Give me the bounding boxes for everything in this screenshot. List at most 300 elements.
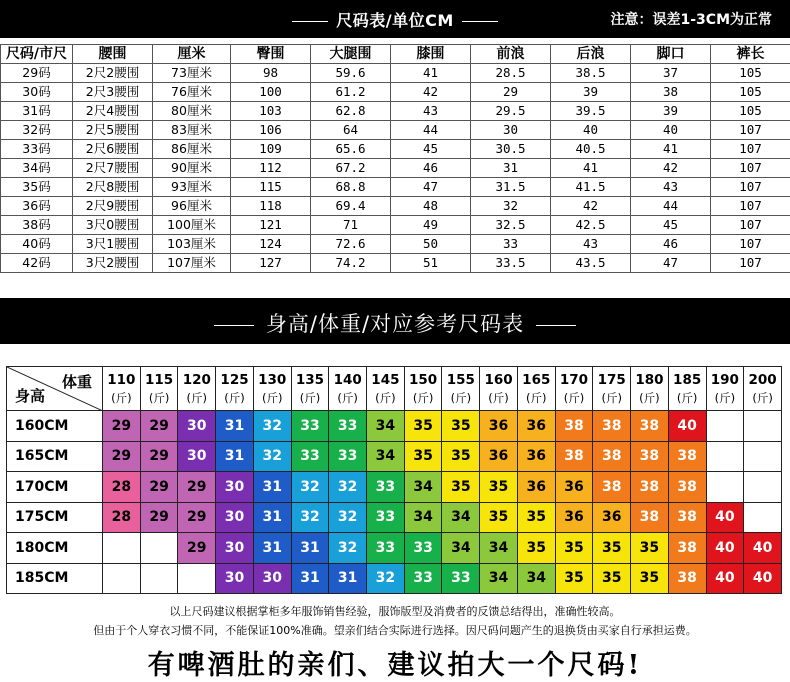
- weight-header: [404, 367, 442, 411]
- weight-header: [668, 367, 706, 411]
- size-cell: 29: [140, 502, 178, 533]
- size-cell: 38: [668, 441, 706, 472]
- weight-height-body: [7, 411, 782, 594]
- cell-hip: 124: [231, 235, 311, 254]
- size-table: [0, 44, 790, 273]
- weight-header: [442, 367, 480, 411]
- cell-length: 107: [711, 235, 790, 254]
- weight-header: [555, 367, 593, 411]
- cell-back-rise: 38.5: [551, 64, 631, 83]
- slogan: 有啤酒肚的亲们、建议拍大一个尺码!: [147, 650, 643, 681]
- tolerance-note: 注意：误差1-3CM为正常: [610, 12, 772, 28]
- weight-unit: (斤): [375, 390, 396, 405]
- cell-knee: 47: [391, 178, 471, 197]
- weight-unit: (斤): [526, 390, 547, 405]
- size-cell: 33: [442, 563, 480, 594]
- weight-value: 165: [522, 371, 551, 388]
- empty-cell: [744, 411, 782, 442]
- decor-line-left: [214, 325, 254, 326]
- cell-cm: 96厘米: [153, 197, 231, 216]
- cell-thigh: 74.2: [311, 254, 391, 273]
- corner-height-label: 身高: [15, 387, 46, 405]
- cell-waist: 2尺6腰围: [73, 140, 153, 159]
- weight-header: [517, 367, 555, 411]
- size-cell: 40: [744, 563, 782, 594]
- weight-header: [178, 367, 216, 411]
- weight-value: 170: [559, 371, 589, 388]
- cell-front-rise: 30.5: [471, 140, 551, 159]
- cell-front-rise: 32.5: [471, 216, 551, 235]
- empty-cell: [140, 533, 178, 564]
- cell-front-rise: 33.5: [471, 254, 551, 273]
- size-cell: 29: [103, 411, 141, 442]
- weight-header: [140, 367, 178, 411]
- size-cell: 34: [404, 472, 442, 503]
- empty-cell: [103, 533, 141, 564]
- size-cell: 28: [103, 472, 141, 503]
- cell-front-rise: 31.5: [471, 178, 551, 197]
- size-cell: 38: [668, 502, 706, 533]
- cell-waist: 3尺2腰围: [73, 254, 153, 273]
- cell-thigh: 64: [311, 121, 391, 140]
- weight-unit: (斤): [148, 390, 170, 405]
- cell-leg-opening: 44: [631, 197, 711, 216]
- size-table-header-row: [1, 45, 790, 64]
- header-cm: 厘米: [153, 45, 231, 64]
- size-cell: 36: [517, 472, 555, 503]
- height-label: 160CM: [7, 411, 103, 442]
- grid-corner: [7, 367, 103, 411]
- cell-size: 35码: [1, 178, 73, 197]
- size-cell: 34: [367, 411, 405, 442]
- cell-back-rise: 42: [551, 197, 631, 216]
- size-cell: 30: [253, 563, 291, 594]
- cell-back-rise: 42.5: [551, 216, 631, 235]
- empty-cell: [706, 411, 744, 442]
- size-table-row: [1, 121, 790, 140]
- cell-length: 107: [711, 178, 790, 197]
- cell-knee: 51: [391, 254, 471, 273]
- size-cell: 33: [329, 441, 367, 472]
- weight-header: [367, 367, 405, 411]
- size-cell: 38: [668, 533, 706, 564]
- cell-back-rise: 41.5: [551, 178, 631, 197]
- size-table-body: [1, 64, 790, 273]
- cell-leg-opening: 42: [631, 159, 711, 178]
- cell-size: 29码: [1, 64, 73, 83]
- cell-waist: 2尺8腰围: [73, 178, 153, 197]
- weight-value: 185: [673, 371, 702, 388]
- cell-waist: 2尺5腰围: [73, 121, 153, 140]
- size-cell: 38: [631, 502, 669, 533]
- header-waist: 腰围: [73, 45, 153, 64]
- weight-header: [480, 367, 518, 411]
- size-cell: 32: [253, 441, 291, 472]
- weight-unit: (斤): [563, 390, 585, 405]
- weight-value: 190: [710, 371, 739, 388]
- cell-front-rise: 32: [471, 197, 551, 216]
- cell-size: 30码: [1, 83, 73, 102]
- cell-hip: 121: [231, 216, 311, 235]
- size-cell: 32: [291, 502, 329, 533]
- reference-chart-banner: [0, 298, 790, 344]
- cell-hip: 115: [231, 178, 311, 197]
- cell-waist: 3尺0腰围: [73, 216, 153, 235]
- weight-header: [253, 367, 291, 411]
- size-cell: 31: [291, 563, 329, 594]
- size-cell: 40: [706, 533, 744, 564]
- footer-note-2: 但由于个人穿衣习惯不同，不能保证100%准确。望亲们结合实际进行选择。因尺码问题产生的退换货由买家自行承担运费。: [93, 624, 697, 637]
- cell-knee: 41: [391, 64, 471, 83]
- cell-cm: 86厘米: [153, 140, 231, 159]
- size-cell: 34: [480, 563, 518, 594]
- weight-header: [631, 367, 669, 411]
- size-cell: 35: [631, 533, 669, 564]
- weight-value: 175: [597, 371, 626, 388]
- size-cell: 30: [216, 533, 254, 564]
- cell-hip: 103: [231, 102, 311, 121]
- weight-value: 110: [107, 371, 136, 388]
- size-cell: 35: [404, 441, 442, 472]
- cell-leg-opening: 40: [631, 121, 711, 140]
- cell-size: 36码: [1, 197, 73, 216]
- cell-thigh: 71: [311, 216, 391, 235]
- size-cell: 38: [668, 563, 706, 594]
- height-row: [7, 533, 782, 564]
- size-cell: 33: [367, 472, 405, 503]
- cell-cm: 80厘米: [153, 102, 231, 121]
- weight-unit: (斤): [337, 390, 358, 405]
- cell-size: 38码: [1, 216, 73, 235]
- weight-value: 200: [748, 371, 777, 388]
- header-length: 裤长: [711, 45, 790, 64]
- cell-cm: 93厘米: [153, 178, 231, 197]
- size-cell: 40: [706, 563, 744, 594]
- cell-waist: 2尺4腰围: [73, 102, 153, 121]
- cell-cm: 73厘米: [153, 64, 231, 83]
- weight-unit: (斤): [450, 390, 472, 405]
- decor-line-right: [536, 325, 576, 326]
- size-cell: 38: [555, 411, 593, 442]
- cell-leg-opening: 37: [631, 64, 711, 83]
- weight-unit: (斤): [601, 390, 622, 405]
- size-cell: 33: [367, 502, 405, 533]
- size-cell: 35: [555, 563, 593, 594]
- cell-size: 32码: [1, 121, 73, 140]
- height-row: [7, 441, 782, 472]
- cell-leg-opening: 39: [631, 102, 711, 121]
- size-table-row: [1, 64, 790, 83]
- cell-knee: 48: [391, 197, 471, 216]
- size-cell: 35: [442, 441, 480, 472]
- cell-cm: 90厘米: [153, 159, 231, 178]
- size-table-row: [1, 197, 790, 216]
- weight-value: 150: [409, 371, 438, 388]
- weight-height-grid: [6, 366, 782, 594]
- size-cell: 31: [216, 441, 254, 472]
- reference-chart-title: 身高/体重/对应参考尺码表: [265, 312, 525, 336]
- cell-size: 33码: [1, 140, 73, 159]
- weight-unit: (斤): [639, 390, 660, 405]
- reference-title-wrap: [0, 308, 790, 338]
- size-cell: 33: [367, 533, 405, 564]
- size-cell: 29: [140, 441, 178, 472]
- size-cell: 32: [329, 472, 367, 503]
- height-label: 175CM: [7, 502, 103, 533]
- cell-thigh: 62.8: [311, 102, 391, 121]
- empty-cell: [178, 563, 216, 594]
- weight-header: [593, 367, 631, 411]
- weight-header: [706, 367, 744, 411]
- size-cell: 33: [329, 411, 367, 442]
- size-cell: 35: [517, 533, 555, 564]
- size-cell: 30: [216, 563, 254, 594]
- cell-knee: 43: [391, 102, 471, 121]
- size-table-row: [1, 235, 790, 254]
- cell-knee: 45: [391, 140, 471, 159]
- height-row: [7, 411, 782, 442]
- cell-waist: 2尺7腰围: [73, 159, 153, 178]
- size-cell: 40: [668, 411, 706, 442]
- footer-note-1: 以上尺码建议根据掌柜多年服饰销售经验，服饰版型及消费者的反馈总结得出，准确性较高。: [169, 605, 621, 618]
- cell-length: 107: [711, 140, 790, 159]
- cell-knee: 44: [391, 121, 471, 140]
- cell-front-rise: 29.5: [471, 102, 551, 121]
- size-cell: 38: [555, 441, 593, 472]
- weight-header: [103, 367, 141, 411]
- weight-unit: (斤): [488, 390, 509, 405]
- size-cell: 35: [593, 563, 631, 594]
- header-hip: 臀围: [231, 45, 311, 64]
- cell-thigh: 65.6: [311, 140, 391, 159]
- size-cell: 38: [631, 472, 669, 503]
- size-table-row: [1, 140, 790, 159]
- cell-length: 105: [711, 102, 790, 121]
- size-cell: 35: [480, 502, 518, 533]
- cell-length: 107: [711, 216, 790, 235]
- cell-back-rise: 39.5: [551, 102, 631, 121]
- size-cell: 33: [404, 533, 442, 564]
- cell-back-rise: 40: [551, 121, 631, 140]
- cell-hip: 112: [231, 159, 311, 178]
- cell-length: 107: [711, 121, 790, 140]
- size-cell: 31: [291, 533, 329, 564]
- cell-length: 107: [711, 159, 790, 178]
- cell-leg-opening: 46: [631, 235, 711, 254]
- cell-back-rise: 40.5: [551, 140, 631, 159]
- weight-value: 145: [371, 371, 400, 388]
- weight-header: [744, 367, 782, 411]
- cell-length: 105: [711, 83, 790, 102]
- cell-length: 107: [711, 254, 790, 273]
- height-row: [7, 472, 782, 503]
- weight-unit: (斤): [714, 390, 736, 405]
- cell-thigh: 69.4: [311, 197, 391, 216]
- cell-knee: 49: [391, 216, 471, 235]
- cell-leg-opening: 47: [631, 254, 711, 273]
- cell-cm: 107厘米: [153, 254, 231, 273]
- weight-value: 160: [484, 371, 513, 388]
- size-cell: 34: [404, 502, 442, 533]
- size-cell: 35: [442, 411, 480, 442]
- size-cell: 35: [555, 533, 593, 564]
- cell-size: 40码: [1, 235, 73, 254]
- size-cell: 28: [103, 502, 141, 533]
- weight-value: 115: [144, 371, 174, 388]
- size-cell: 35: [631, 563, 669, 594]
- cell-cm: 76厘米: [153, 83, 231, 102]
- cell-hip: 98: [231, 64, 311, 83]
- weight-value: 180: [635, 371, 664, 388]
- size-cell: 32: [329, 502, 367, 533]
- cell-hip: 109: [231, 140, 311, 159]
- weight-value: 125: [220, 371, 249, 388]
- size-cell: 36: [480, 411, 518, 442]
- cell-back-rise: 41: [551, 159, 631, 178]
- size-table-row: [1, 102, 790, 121]
- height-label: 170CM: [7, 472, 103, 503]
- size-cell: 31: [253, 502, 291, 533]
- size-cell: 32: [367, 563, 405, 594]
- height-label: 185CM: [7, 563, 103, 594]
- empty-cell: [103, 563, 141, 594]
- decor-line-left: [292, 21, 328, 22]
- cell-thigh: 67.2: [311, 159, 391, 178]
- height-row: [7, 563, 782, 594]
- size-cell: 33: [404, 563, 442, 594]
- empty-cell: [706, 472, 744, 503]
- weight-value: 120: [182, 371, 211, 388]
- cell-knee: 42: [391, 83, 471, 102]
- size-cell: 36: [517, 411, 555, 442]
- cell-front-rise: 33: [471, 235, 551, 254]
- size-cell: 36: [555, 472, 593, 503]
- header-back-rise: 后浪: [551, 45, 631, 64]
- weight-value: 135: [295, 371, 325, 388]
- size-cell: 29: [178, 502, 216, 533]
- cell-leg-opening: 45: [631, 216, 711, 235]
- weight-header: [329, 367, 367, 411]
- height-label: 165CM: [7, 441, 103, 472]
- header-front-rise: 前浪: [471, 45, 551, 64]
- size-cell: 32: [329, 533, 367, 564]
- size-cell: 29: [140, 472, 178, 503]
- size-cell: 30: [216, 472, 254, 503]
- weight-header: [291, 367, 329, 411]
- cell-thigh: 59.6: [311, 64, 391, 83]
- cell-leg-opening: 41: [631, 140, 711, 159]
- weight-unit: (斤): [412, 390, 434, 405]
- size-cell: 32: [253, 411, 291, 442]
- size-cell: 33: [291, 441, 329, 472]
- cell-front-rise: 31: [471, 159, 551, 178]
- size-cell: 34: [442, 533, 480, 564]
- header-knee: 膝围: [391, 45, 471, 64]
- weight-value: 155: [446, 371, 475, 388]
- cell-size: 42码: [1, 254, 73, 273]
- size-cell: 31: [253, 533, 291, 564]
- size-cell: 33: [291, 411, 329, 442]
- size-cell: 34: [442, 502, 480, 533]
- size-cell: 36: [555, 502, 593, 533]
- size-cell: 38: [593, 411, 631, 442]
- weight-unit: (斤): [224, 390, 245, 405]
- size-cell: 38: [593, 441, 631, 472]
- cell-waist: 2尺3腰围: [73, 83, 153, 102]
- cell-knee: 50: [391, 235, 471, 254]
- size-cell: 35: [480, 472, 518, 503]
- cell-length: 105: [711, 64, 790, 83]
- size-cell: 38: [631, 411, 669, 442]
- cell-leg-opening: 38: [631, 83, 711, 102]
- empty-cell: [744, 441, 782, 472]
- size-cell: 29: [178, 472, 216, 503]
- size-cell: 36: [480, 441, 518, 472]
- size-cell: 34: [367, 441, 405, 472]
- cell-cm: 103厘米: [153, 235, 231, 254]
- cell-length: 107: [711, 197, 790, 216]
- size-cell: 31: [253, 472, 291, 503]
- size-cell: 35: [593, 533, 631, 564]
- weight-value: 140: [333, 371, 362, 388]
- cell-back-rise: 43: [551, 235, 631, 254]
- empty-cell: [706, 441, 744, 472]
- cell-size: 31码: [1, 102, 73, 121]
- cell-waist: 2尺2腰围: [73, 64, 153, 83]
- cell-cm: 100厘米: [153, 216, 231, 235]
- cell-back-rise: 43.5: [551, 254, 631, 273]
- weight-header-row: [7, 367, 782, 411]
- size-cell: 34: [517, 563, 555, 594]
- header-size: 尺码/市尺: [1, 45, 73, 64]
- cell-thigh: 68.8: [311, 178, 391, 197]
- size-table-row: [1, 178, 790, 197]
- size-cell: 38: [593, 472, 631, 503]
- cell-waist: 3尺1腰围: [73, 235, 153, 254]
- weight-unit: (斤): [676, 390, 698, 405]
- header-thigh: 大腿围: [311, 45, 391, 64]
- weight-unit: (斤): [186, 390, 208, 405]
- size-chart-banner: [0, 0, 790, 38]
- cell-thigh: 72.6: [311, 235, 391, 254]
- size-cell: 30: [178, 411, 216, 442]
- cell-front-rise: 28.5: [471, 64, 551, 83]
- size-cell: 40: [744, 533, 782, 564]
- cell-hip: 100: [231, 83, 311, 102]
- size-cell: 31: [329, 563, 367, 594]
- weight-height-table: [6, 366, 782, 594]
- size-chart-title: 尺码表/单位CM: [336, 11, 454, 30]
- cell-hip: 127: [231, 254, 311, 273]
- corner-weight-label: 体重: [61, 373, 92, 391]
- size-cell: 29: [178, 533, 216, 564]
- empty-cell: [744, 472, 782, 503]
- cell-thigh: 61.2: [311, 83, 391, 102]
- empty-cell: [744, 502, 782, 533]
- size-cell: 40: [706, 502, 744, 533]
- size-table-row: [1, 159, 790, 178]
- cell-hip: 118: [231, 197, 311, 216]
- size-cell: 34: [480, 533, 518, 564]
- size-table-row: [1, 83, 790, 102]
- cell-knee: 46: [391, 159, 471, 178]
- weight-unit: (斤): [261, 390, 283, 405]
- empty-cell: [140, 563, 178, 594]
- size-cell: 35: [442, 472, 480, 503]
- size-cell: 30: [216, 502, 254, 533]
- size-cell: 31: [216, 411, 254, 442]
- cell-hip: 106: [231, 121, 311, 140]
